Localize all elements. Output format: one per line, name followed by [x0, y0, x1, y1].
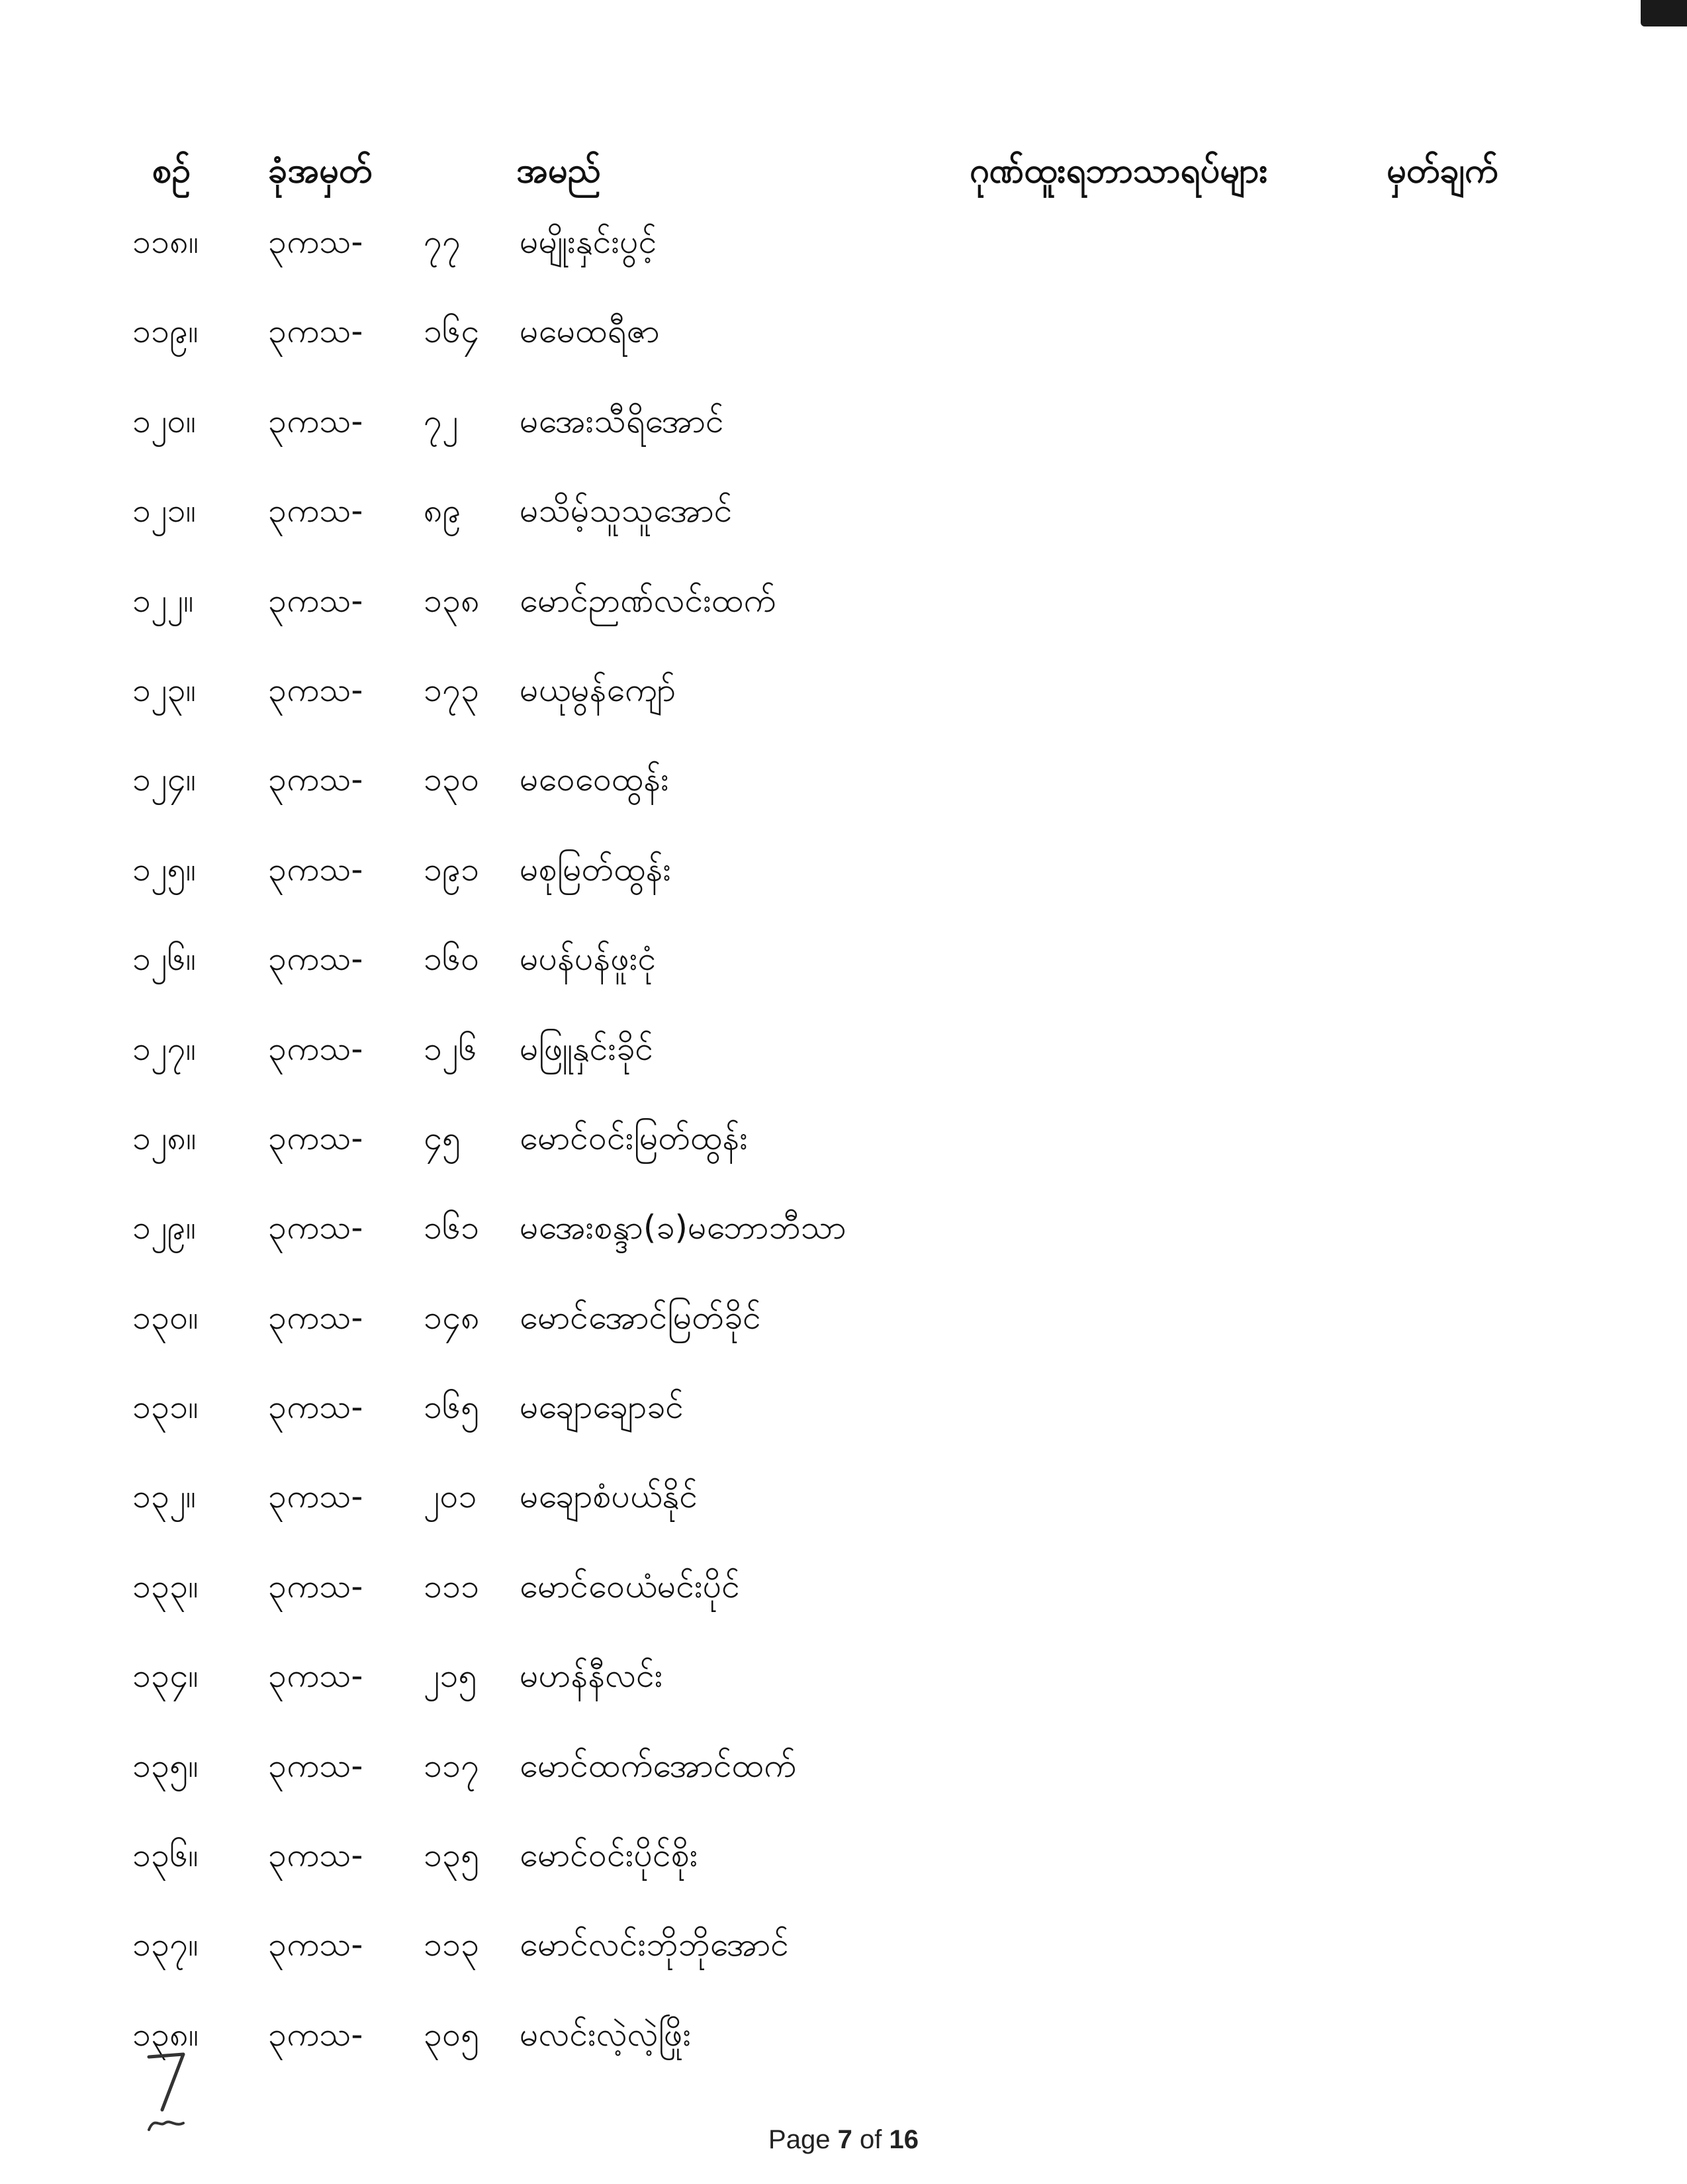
page-of: of	[859, 2125, 882, 2154]
row-roll-number: ၁၂၆	[424, 1029, 477, 1068]
table-header	[0, 149, 1687, 202]
row-student-name: မအေးစန္ဒာ(ခ)မဘောဘီသာ	[520, 1208, 846, 1247]
row-roll-number: ၂၀၁	[424, 1477, 477, 1516]
row-roll-number: ၇၂	[424, 401, 459, 440]
row-roll-number: ၁၄၈	[424, 1298, 480, 1337]
table-row	[0, 301, 1687, 391]
row-student-name: မပန်ပန်ဖူးငုံ	[520, 939, 657, 978]
row-roll-prefix: ၃ကသ-	[268, 401, 363, 440]
table-row	[0, 1108, 1687, 1198]
row-serial-no: ၁၁၉။	[132, 312, 199, 351]
table-row	[0, 1556, 1687, 1646]
row-serial-no: ၁၃၇။	[132, 1925, 199, 1964]
row-serial-no: ၁၂၄။	[132, 760, 196, 799]
row-roll-number: ၄၅	[424, 1118, 461, 1157]
row-roll-prefix: ၃ကသ-	[268, 1477, 363, 1516]
row-student-name: မယုမွန်ကျော်	[520, 670, 676, 709]
row-roll-number: ၇၇	[424, 222, 461, 261]
row-roll-prefix: ၃ကသ-	[268, 1118, 363, 1157]
row-student-name: မောင်ဉာဏ်လင်းထက်	[520, 581, 776, 620]
row-roll-prefix: ၃ကသ-	[268, 939, 363, 978]
row-roll-prefix: ၃ကသ-	[268, 222, 363, 261]
row-roll-number: ၁၃၅	[424, 1836, 480, 1875]
row-roll-number: ၁၃၀	[424, 760, 480, 799]
row-roll-prefix: ၃ကသ-	[268, 491, 363, 530]
row-serial-no: ၁၂၇။	[132, 1029, 196, 1068]
row-student-name: မစုမြတ်ထွန်း	[520, 849, 672, 888]
header-remark: မှတ်ချက်	[1387, 151, 1498, 191]
handwritten-page-number	[142, 2049, 202, 2135]
row-roll-prefix: ၃ကသ-	[268, 1746, 363, 1785]
table-row	[0, 749, 1687, 839]
row-serial-no: ၁၂၆။	[132, 939, 196, 978]
scan-edge-mark	[1641, 0, 1687, 26]
row-student-name: မဟန်နီလင်း	[520, 1656, 663, 1695]
row-roll-prefix: ၃ကသ-	[268, 1836, 363, 1875]
row-roll-prefix: ၃ကသ-	[268, 581, 363, 620]
table-row	[0, 571, 1687, 660]
row-serial-no: ၁၃၁။	[132, 1388, 199, 1427]
page-footer	[0, 2125, 1687, 2155]
table-row	[0, 1646, 1687, 1735]
row-roll-number: ၁၆၁	[424, 1208, 480, 1247]
header-name: အမည်	[516, 151, 601, 191]
header-roll-no: ခုံအမှတ်	[268, 151, 373, 191]
row-student-name: မောင်လင်းဘိုဘိုအောင်	[520, 1925, 789, 1964]
table-row	[0, 660, 1687, 749]
row-roll-number: ၁၇၃	[424, 670, 480, 709]
row-student-name: မောင်ဝင်းပိုင်စိုး	[520, 1836, 698, 1875]
row-roll-number: ၃၀၅	[424, 2015, 480, 2054]
row-student-name: မောင်ဝေယံမင်းပိုင်	[520, 1566, 741, 1605]
table-row	[0, 839, 1687, 929]
table-row	[0, 1915, 1687, 2004]
row-serial-no: ၁၂၃။	[132, 670, 196, 709]
row-serial-no: ၁၃၈။	[132, 2015, 199, 2054]
row-roll-number: ၂၁၅	[424, 1656, 477, 1695]
row-student-name: မချောစံပယ်နိုင်	[520, 1477, 698, 1516]
page-label: Page	[768, 2125, 831, 2154]
row-roll-number: ၁၆၀	[424, 939, 480, 978]
row-student-name: မသိမ့်သူသူအောင်	[520, 491, 733, 530]
table-row	[0, 1019, 1687, 1108]
row-roll-prefix: ၃ကသ-	[268, 1656, 363, 1695]
row-serial-no: ၁၃၅။	[132, 1746, 199, 1785]
row-roll-prefix: ၃ကသ-	[268, 1566, 363, 1605]
row-roll-prefix: ၃ကသ-	[268, 760, 363, 799]
row-student-name: မလင်းလဲ့လဲ့ဖြိုး	[520, 2015, 692, 2054]
table-row	[0, 391, 1687, 481]
row-serial-no: ၁၂၅။	[132, 849, 196, 888]
row-serial-no: ၁၂၁။	[132, 491, 196, 530]
row-student-name: မောင်ဝင်းမြတ်ထွန်း	[520, 1118, 749, 1157]
row-roll-prefix: ၃ကသ-	[268, 312, 363, 351]
row-student-name: မချောချောခင်	[520, 1388, 684, 1427]
row-roll-prefix: ၃ကသ-	[268, 1388, 363, 1427]
row-roll-number: ၁၃၈	[424, 581, 480, 620]
row-roll-prefix: ၃ကသ-	[268, 670, 363, 709]
header-serial-no: စဥ်	[152, 151, 191, 191]
row-roll-prefix: ၃ကသ-	[268, 1208, 363, 1247]
row-serial-no: ၁၁၈။	[132, 222, 199, 261]
row-student-name: မောင်အောင်မြတ်ခိုင်	[520, 1298, 761, 1337]
table-row	[0, 481, 1687, 570]
row-roll-number: ၈၉	[424, 491, 461, 530]
header-distinction-subjects: ဂုဏ်ထူးရဘာသာရပ်များ	[970, 151, 1268, 191]
table-row	[0, 1288, 1687, 1377]
row-roll-number: ၁၁၇	[424, 1746, 480, 1785]
row-roll-prefix: ၃ကသ-	[268, 849, 363, 888]
row-roll-number: ၁၉၁	[424, 849, 480, 888]
row-serial-no: ၁၂၈။	[132, 1118, 197, 1157]
row-student-name: မဖြူနှင်းခိုင်	[520, 1029, 654, 1068]
table-row	[0, 1198, 1687, 1287]
row-serial-no: ၁၃၄။	[132, 1656, 199, 1695]
row-serial-no: ၁၂၀။	[132, 401, 196, 440]
page-total: 16	[889, 2125, 919, 2154]
row-serial-no: ၁၂၉။	[132, 1208, 196, 1247]
table-row	[0, 2005, 1687, 2094]
row-roll-prefix: ၃ကသ-	[268, 2015, 363, 2054]
row-roll-prefix: ၃ကသ-	[268, 1925, 363, 1964]
row-serial-no: ၁၃၂။	[132, 1477, 196, 1516]
row-roll-number: ၁၁၁	[424, 1566, 480, 1605]
row-student-name: မအေးသီရိအောင်	[520, 401, 724, 440]
table-row	[0, 1466, 1687, 1556]
row-roll-number: ၁၆၅	[424, 1388, 480, 1427]
row-serial-no: ၁၃၀။	[132, 1298, 199, 1337]
row-roll-prefix: ၃ကသ-	[268, 1298, 363, 1337]
table-row	[0, 1825, 1687, 1915]
row-student-name: မမေထရီဇာ	[520, 312, 660, 351]
row-roll-number: ၁၆၄	[424, 312, 480, 351]
page-current: 7	[837, 2125, 852, 2154]
row-roll-number: ၁၁၃	[424, 1925, 480, 1964]
table-row	[0, 929, 1687, 1018]
row-serial-no: ၁၃၃။	[132, 1566, 199, 1605]
row-roll-prefix: ၃ကသ-	[268, 1029, 363, 1068]
row-serial-no: ၁၃၆။	[132, 1836, 199, 1875]
table-row	[0, 1377, 1687, 1466]
table-row	[0, 1736, 1687, 1825]
row-student-name: မောင်ထက်အောင်ထက်	[520, 1746, 796, 1785]
row-student-name: မမျိုးနှင်းပွင့်	[520, 222, 657, 261]
row-serial-no: ၁၂၂။	[132, 581, 194, 620]
table-row	[0, 212, 1687, 301]
student-list	[0, 212, 1687, 2094]
row-student-name: မဝေဝေထွန်း	[520, 760, 669, 799]
